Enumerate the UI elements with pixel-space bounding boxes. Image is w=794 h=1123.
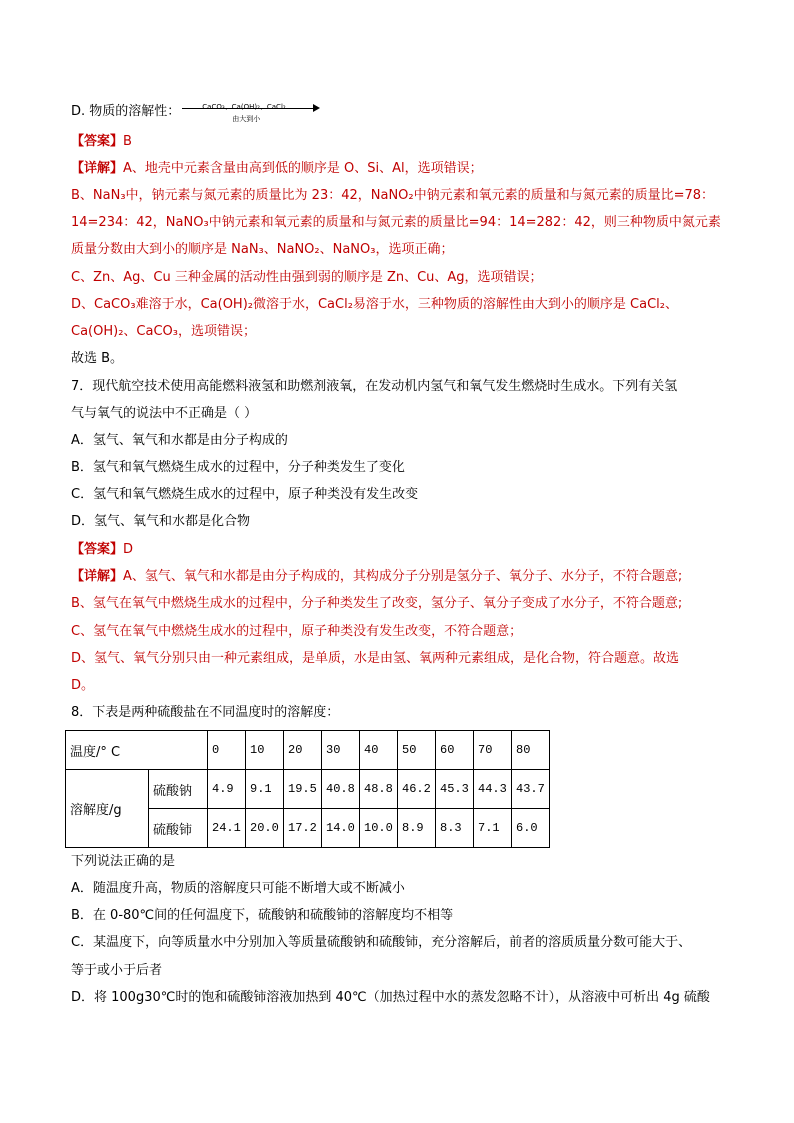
q8-question: 下列说法正确的是 (71, 854, 176, 869)
table-row-temperature (66, 731, 550, 770)
value-cell: 24.1 (208, 809, 246, 848)
value-cell: 4.9 (208, 770, 246, 809)
q7-option-c: C．氢气和氧气燃烧生成水的过程中，原子种类没有发生改变 (71, 487, 419, 502)
value-cell: 14.0 (322, 809, 360, 848)
q8-option-b: B．在 0-80℃间的任何温度下，硫酸钠和硫酸铈的溶解度均不相等 (71, 908, 454, 923)
q6-detail-d-1: D、CaCO₃难溶于水，Ca(OH)₂微溶于水，CaCl₂易溶于水，三种物质的溶解性由大到小的顺序是 CaCl₂、 (71, 297, 679, 312)
temp-cell: 80 (512, 731, 550, 770)
q7-detail-d-2: D。 (71, 678, 95, 693)
temp-cell: 50 (398, 731, 436, 770)
temp-cell: 60 (436, 731, 474, 770)
temp-cell: 40 (360, 731, 398, 770)
value-cell: 43.7 (512, 770, 550, 809)
q6-detail-b-1: B、NaN₃中，钠元素与氮元素的质量比为 23：42，NaNO₂中钠元素和氧元素的质量和与氮元素的质量比=78： (71, 188, 715, 203)
value-cell: 8.9 (398, 809, 436, 848)
temp-cell: 10 (246, 731, 284, 770)
q7-stem-2: 气与氧气的说法中不正确是（ ） (71, 406, 258, 421)
q6-answer: 【答案】B (71, 134, 132, 149)
substance-name: 硫酸铈 (149, 809, 208, 848)
q7-option-a: A．氢气、氧气和水都是由分子构成的 (71, 433, 288, 448)
value-cell: 45.3 (436, 770, 474, 809)
q8-option-a: A．随温度升高，物质的溶解度只可能不断增大或不断减小 (71, 881, 405, 896)
value-cell: 19.5 (284, 770, 322, 809)
table-row-sodium-sulfate (66, 770, 550, 809)
temp-cell: 30 (322, 731, 360, 770)
q8-option-c-1: C．某温度下，向等质量水中分别加入等质量硫酸钠和硫酸铈，充分溶解后，前者的溶质质量分数可能大于、 (71, 935, 692, 950)
q6-conclusion: 故选 B。 (71, 351, 124, 366)
q7-answer: 【答案】D (71, 542, 134, 557)
temp-cell: 70 (474, 731, 512, 770)
q7-option-d: D．氢气、氧气和水都是化合物 (71, 514, 251, 529)
q6-detail-c: C、Zn、Ag、Cu 三种金属的活动性由强到弱的顺序是 Zn、Cu、Ag，选项错误； (71, 270, 543, 285)
value-cell: 9.1 (246, 770, 284, 809)
value-cell: 10.0 (360, 809, 398, 848)
q6-detail-a: 【详解】A、地壳中元素含量由高到低的顺序是 O、Si、Al，选项错误； (71, 161, 483, 176)
value-cell: 6.0 (512, 809, 550, 848)
q7-detail-b: B、氢气在氧气中燃烧生成水的过程中，分子种类发生了改变，氢分子、氧分子变成了水分子，不符合题意; (71, 596, 683, 611)
q8-stem: 8．下表是两种硫酸盐在不同温度时的溶解度： (71, 705, 340, 720)
q6-detail-d-2: Ca(OH)₂、CaCO₃，选项错误； (71, 324, 256, 339)
temp-cell: 0 (208, 731, 246, 770)
value-cell: 8.3 (436, 809, 474, 848)
q7-option-b: B．氢气和氧气燃烧生成水的过程中，分子种类发生了变化 (71, 460, 405, 475)
value-cell: 20.0 (246, 809, 284, 848)
value-cell: 46.2 (398, 770, 436, 809)
q8-option-d-1: D．将 100g30℃时的饱和硫酸铈溶液加热到 40℃（加热过程中水的蒸发忽略不计），从溶液中可析出 4g 硫酸 (71, 990, 710, 1005)
value-cell: 44.3 (474, 770, 512, 809)
value-cell: 40.8 (322, 770, 360, 809)
q7-detail-a: 【详解】A、氢气、氧气和水都是由分子构成的，其构成分子分别是氢分子、氧分子、水分子，不符合题意; (71, 569, 683, 584)
q6-option-d: D. 物质的溶解性： CaCO₃、Ca(OH)₂、CaCl₂ 由大到小 (71, 100, 731, 121)
temp-cell: 20 (284, 731, 322, 770)
solubility-order-arrow: CaCO₃、Ca(OH)₂、CaCl₂ 由大到小 (182, 100, 322, 118)
solubility-header: 溶解度/g (66, 770, 149, 848)
q6-detail-b-2: 14=234：42，NaNO₃中钠元素和氧元素的质量和与氮元素的质量比=94：14=282：42，则三种物质中氮元素 (71, 215, 721, 230)
q6-detail-b-3: 质量分数由大到小的顺序是 NaN₃、NaNO₂、NaNO₃，选项正确； (71, 242, 454, 257)
value-cell: 17.2 (284, 809, 322, 848)
value-cell: 48.8 (360, 770, 398, 809)
q7-stem-1: 7．现代航空技术使用高能燃料液氢和助燃剂液氧，在发动机内氢气和氧气发生燃烧时生成水。下列有关氢 (71, 379, 678, 394)
q7-detail-d-1: D、氢气、氧气分别只由一种元素组成，是单质，水是由氢、氧两种元素组成，是化合物，符合题意。故选 (71, 651, 680, 666)
q7-detail-c: C、氢气在氧气中燃烧生成水的过程中，原子种类没有发生改变，不符合题意； (71, 624, 523, 639)
temperature-header: 温度/° C (66, 731, 208, 770)
solubility-table (65, 730, 550, 848)
q8-option-c-2: 等于或小于后者 (71, 963, 163, 978)
value-cell: 7.1 (474, 809, 512, 848)
substance-name: 硫酸钠 (149, 770, 208, 809)
